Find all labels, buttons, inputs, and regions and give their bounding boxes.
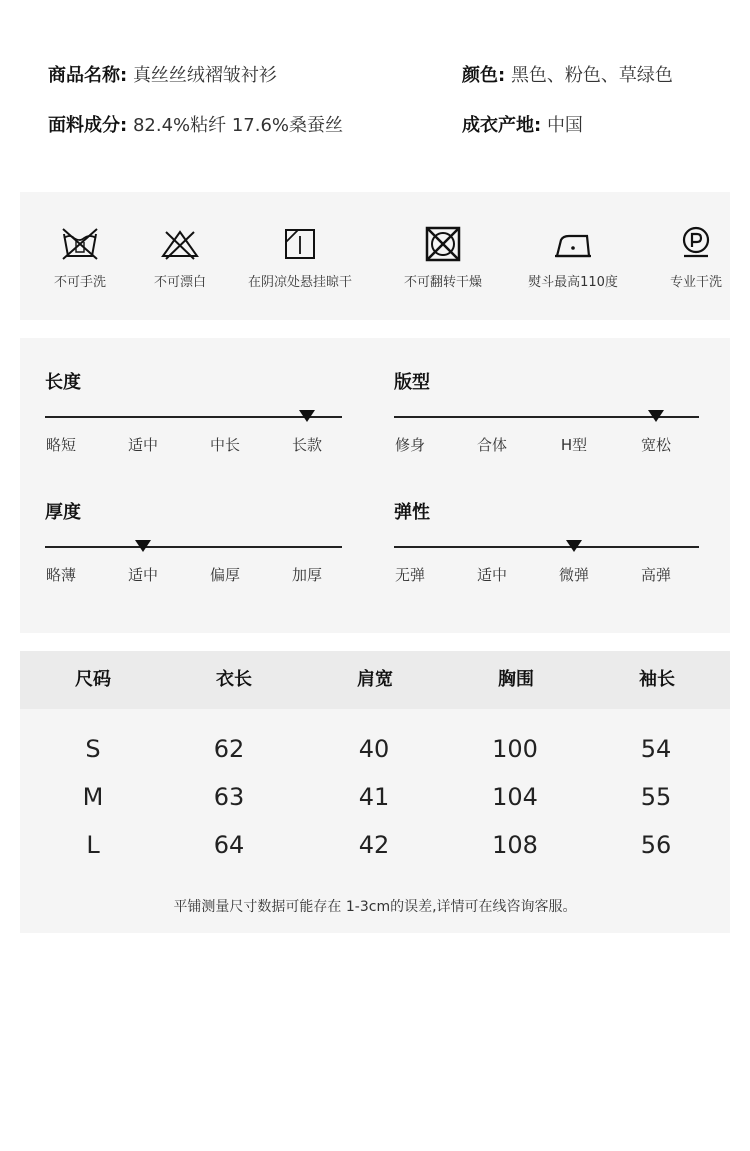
fit-marker-triangle bbox=[566, 540, 582, 552]
iron-110-icon bbox=[551, 226, 595, 262]
table-cell: S bbox=[85, 735, 101, 763]
table-cell: 40 bbox=[358, 735, 390, 763]
color-row bbox=[462, 64, 673, 88]
table-cell: 55 bbox=[640, 783, 672, 811]
table-cell: M bbox=[82, 783, 104, 811]
table-cell: L bbox=[86, 831, 100, 859]
fit-option: 无弹 bbox=[394, 566, 426, 584]
table-cell: 56 bbox=[640, 831, 672, 859]
fit-option: 适中 bbox=[476, 566, 508, 584]
table-cell: 41 bbox=[358, 783, 390, 811]
table-cell: 63 bbox=[213, 783, 245, 811]
fit-scale-line bbox=[45, 546, 342, 548]
table-cell: 54 bbox=[640, 735, 672, 763]
fit-marker-triangle bbox=[135, 540, 151, 552]
origin-label: 成衣产地: bbox=[462, 115, 542, 136]
fit-title-length: 长度 bbox=[45, 372, 81, 393]
table-cell: 108 bbox=[492, 831, 538, 859]
fit-option: 长款 bbox=[291, 436, 323, 454]
size-table bbox=[20, 651, 730, 933]
product-name-label: 商品名称: bbox=[48, 65, 128, 86]
table-header-cell: 衣长 bbox=[216, 669, 252, 690]
table-header-cell: 肩宽 bbox=[357, 669, 393, 690]
color-value: 黑色、粉色、草绿色 bbox=[510, 65, 673, 86]
fit-option: 微弹 bbox=[558, 566, 590, 584]
fit-option: H型 bbox=[560, 436, 588, 454]
table-header-cell: 尺码 bbox=[75, 669, 111, 690]
fabric-row bbox=[48, 114, 343, 138]
size-table-header bbox=[20, 651, 730, 709]
fit-option: 适中 bbox=[127, 436, 159, 454]
line-dry-shade-icon bbox=[280, 226, 320, 262]
fit-title-elasticity: 弹性 bbox=[394, 502, 430, 523]
care-label-iron: 熨斗最高110度 bbox=[528, 275, 618, 290]
table-header-cell: 胸围 bbox=[498, 669, 534, 690]
no-tumble-dry-icon bbox=[423, 226, 463, 262]
origin-row bbox=[462, 114, 583, 138]
fit-option: 偏厚 bbox=[209, 566, 241, 584]
fit-scale-elasticity bbox=[394, 498, 699, 608]
table-cell: 104 bbox=[492, 783, 538, 811]
fit-option: 适中 bbox=[127, 566, 159, 584]
fit-option: 修身 bbox=[394, 436, 426, 454]
fit-option: 高弹 bbox=[640, 566, 672, 584]
table-cell: 64 bbox=[213, 831, 245, 859]
fabric-value: 82.4%粘纤 17.6%桑蚕丝 bbox=[132, 115, 344, 136]
fit-scale-line bbox=[45, 416, 342, 418]
origin-value: 中国 bbox=[546, 115, 583, 136]
product-name-row bbox=[48, 64, 277, 88]
color-label: 颜色: bbox=[462, 65, 506, 86]
care-label-dry-clean: 专业干洗 bbox=[669, 275, 722, 290]
care-label-line-dry: 在阴凉处悬挂晾干 bbox=[247, 275, 352, 290]
fit-panel bbox=[20, 338, 730, 633]
fit-marker-triangle bbox=[299, 410, 315, 422]
measurement-note: 平铺测量尺寸数据可能存在 1-3cm的误差,详情可在线咨询客服。 bbox=[173, 899, 577, 915]
no-hand-wash-icon bbox=[60, 226, 100, 262]
fit-option: 略薄 bbox=[45, 566, 77, 584]
professional-dry-clean-icon bbox=[676, 226, 716, 262]
fit-scale-silhouette bbox=[394, 368, 699, 478]
table-cell: 62 bbox=[213, 735, 245, 763]
table-cell: 100 bbox=[492, 735, 538, 763]
fit-option: 中长 bbox=[209, 436, 241, 454]
no-bleach-icon bbox=[160, 226, 200, 262]
fit-scale-thickness bbox=[45, 498, 350, 608]
fit-scale-line bbox=[394, 546, 699, 548]
table-cell: 42 bbox=[358, 831, 390, 859]
fit-marker-triangle bbox=[648, 410, 664, 422]
fit-option: 略短 bbox=[45, 436, 77, 454]
fit-option: 宽松 bbox=[640, 436, 672, 454]
fabric-label: 面料成分: bbox=[48, 115, 128, 136]
fit-title-thickness: 厚度 bbox=[45, 502, 81, 523]
fit-scale-length bbox=[45, 368, 350, 478]
fit-option: 加厚 bbox=[291, 566, 323, 584]
fit-title-silhouette: 版型 bbox=[394, 372, 430, 393]
care-label-no-hand-wash: 不可手洗 bbox=[53, 275, 106, 290]
care-label-no-tumble-dry: 不可翻转干燥 bbox=[403, 275, 482, 290]
care-label-no-bleach: 不可漂白 bbox=[153, 275, 206, 290]
care-panel bbox=[20, 192, 730, 320]
product-name-value: 真丝丝绒褶皱衬衫 bbox=[132, 65, 277, 86]
table-header-cell: 袖长 bbox=[639, 669, 675, 690]
fit-option: 合体 bbox=[476, 436, 508, 454]
